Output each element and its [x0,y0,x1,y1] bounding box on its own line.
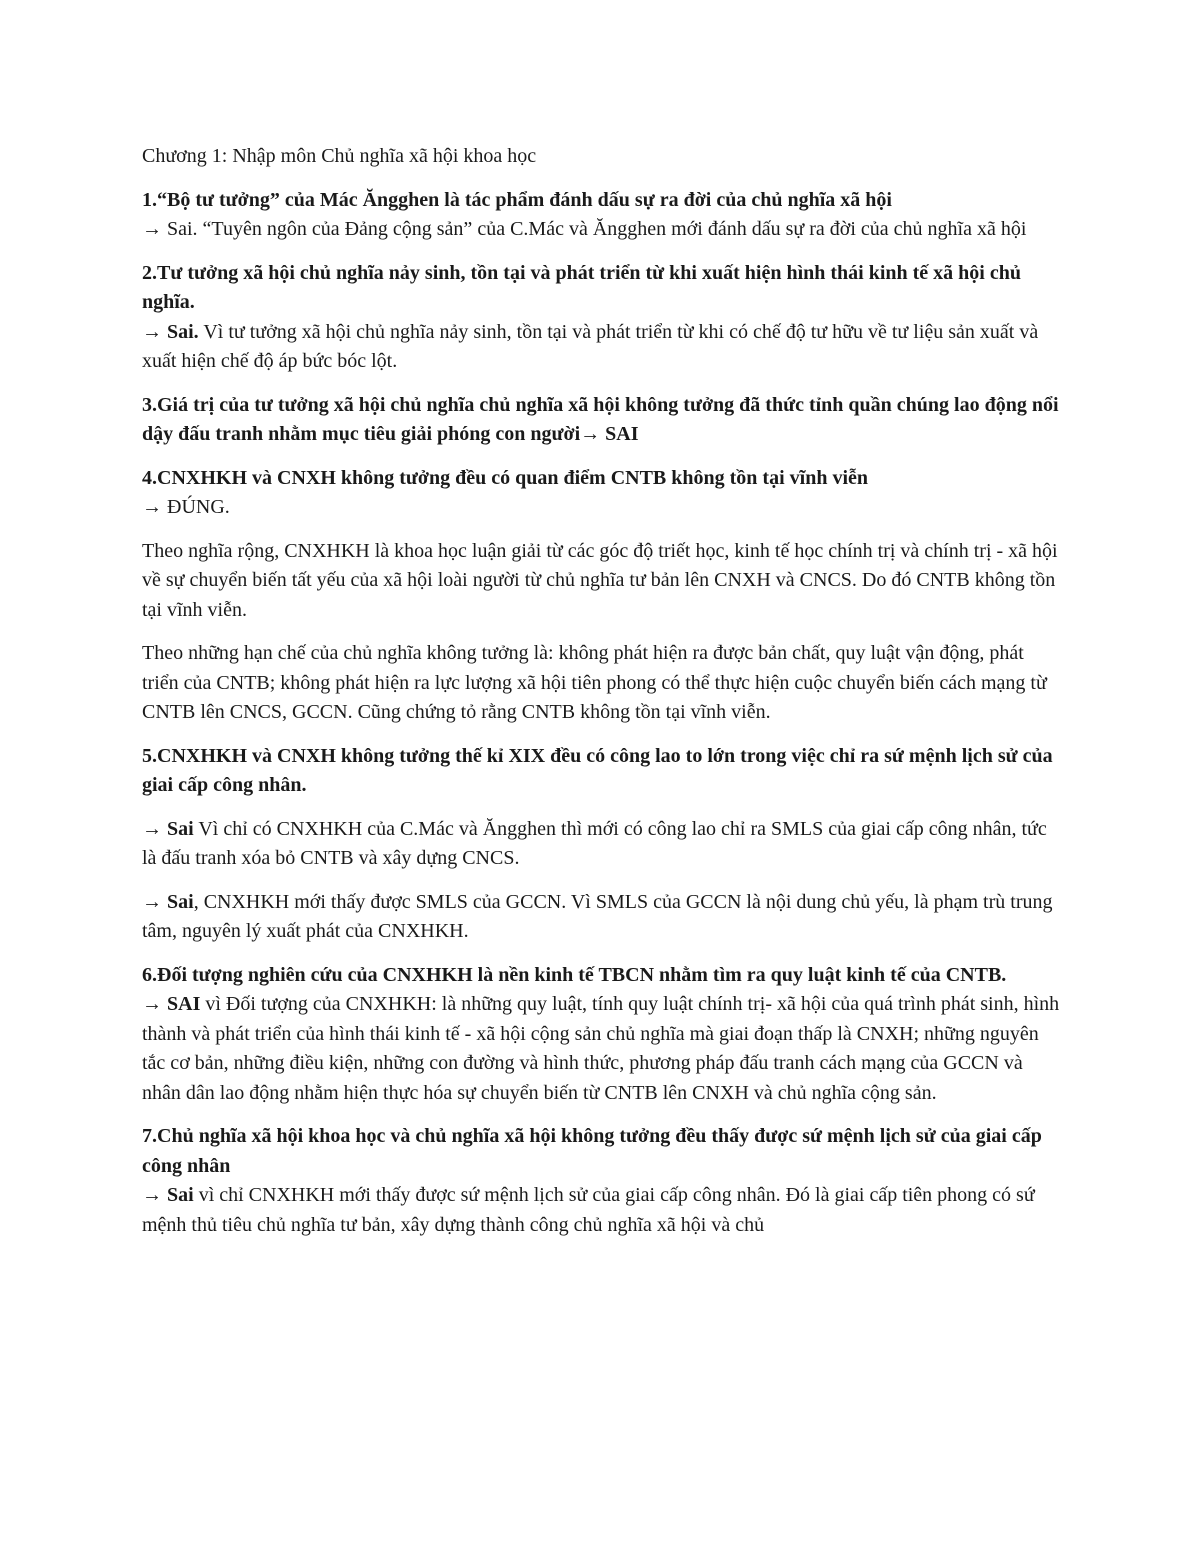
answer-6-text: vì Đối tượng của CNXHKH: là những quy luật, tính quy luật chính trị- xã hội của quá trình phát sinh, hình thành và phát triển của hình thái kinh tế - xã hội cộng sản chủ nghĩa mà giai đoạn thấp là CNXH; những nguyên tắc cơ bản, những điều kiện, những con đường và hình thức, phương pháp đấu tranh cách mạng của GCCN và nhân dân lao động nhằm hiện thực hóa sự chuyển biến từ CNTB lên CNXH và chủ nghĩa cộng sản. [142,993,1060,1104]
answer-5b [142,888,1060,947]
answer-1-text: → Sai. “Tuyên ngôn của Đảng cộng sản” của C.Mác và Ăngghen mới đánh dấu sự ra đời của chủ nghĩa xã hội [142,218,1027,240]
question-4-text: 4.CNXHKH và CNXH không tưởng đều có quan điểm CNTB không tồn tại vĩnh viễn [142,466,868,489]
question-2-text: 2.Tư tưởng xã hội chủ nghĩa nảy sinh, tồn tại và phát triển từ khi xuất hiện hình thái kinh tế xã hội chủ nghĩa. [142,261,1021,313]
answer-6 [142,990,1060,1108]
answer-6-lead: → SAI [142,993,201,1015]
answer-5a [142,815,1060,874]
answer-7 [142,1181,1060,1240]
answer-4-paragraph-1: Theo nghĩa rộng, CNXHKH là khoa học luận giải từ các góc độ triết học, kinh tế học chính trị và chính trị - xã hội về sự chuyển biến tất yếu của xã hội loài người từ chủ nghĩa tư bản lên CNXH và CNCS. Do đó CNTB không tồn tại vĩnh viễn. [142,539,1058,621]
answer-4-text: → ĐÚNG. [142,496,230,518]
question-1 [142,186,1060,245]
question-7-text: 7.Chủ nghĩa xã hội khoa học và chủ nghĩa xã hội không tưởng đều thấy được sứ mệnh lịch sử của giai cấp công nhân [142,1125,1042,1177]
chapter-title: Chương 1: Nhập môn Chủ nghĩa xã hội khoa học [142,145,537,167]
answer-5a-text: Vì chỉ có CNXHKH của C.Mác và Ăngghen thì mới có công lao chỉ ra SMLS của giai cấp công nhân, tức là đấu tranh xóa bỏ CNTB và xây dựng CNCS. [142,817,1047,869]
answer-2 [142,318,1060,377]
answer-4-paragraph-2: Theo những hạn chế của chủ nghĩa không tưởng là: không phát hiện ra được bản chất, quy luật vận động, phát triển của CNTB; không phát hiện ra lực lượng xã hội tiên phong có thể thực hiện cuộc chuyển biến cách mạng từ CNTB lên CNCS, GCCN. Cũng chứng tỏ rằng CNTB không tồn tại vĩnh viễn. [142,642,1047,723]
question-4 [142,464,1060,523]
answer-5a-lead: → Sai [142,817,194,840]
question-7 [142,1122,1060,1240]
answer-2-text: Vì tư tưởng xã hội chủ nghĩa nảy sinh, tồn tại và phát triển từ khi có chế độ tư hữu về tư liệu sản xuất và xuất hiện chế độ áp bức bóc lột. [142,320,1039,372]
answer-7-lead: → Sai [142,1184,194,1206]
question-6 [142,961,1060,1109]
question-3 [142,391,1060,450]
question-1-text: 1.“Bộ tư tưởng” của Mác Ăngghen là tác phẩm đánh dấu sự ra đời của chủ nghĩa xã hội [142,188,892,211]
answer-5b-text: , CNXHKH mới thấy được SMLS của GCCN. Vì SMLS của GCCN là nội dung chủ yếu, là phạm trù trung tâm, nguyên lý xuất phát của CNXHKH. [142,890,1053,942]
question-3-text: 3.Giá trị của tư tưởng xã hội chủ nghĩa chủ nghĩa xã hội không tưởng đã thức tỉnh quần chúng lao động nổi dậy đấu tranh nhằm mục tiêu giải phóng con người→ SAI [142,393,1059,445]
answer-7-text: vì chỉ CNXHKH mới thấy được sứ mệnh lịch sử của giai cấp công nhân. Đó là giai cấp tiên phong có sứ mệnh thủ tiêu chủ nghĩa tư bản, xây dựng thành công chủ nghĩa xã hội và chủ [142,1184,1035,1236]
question-5 [142,742,1060,801]
answer-2-lead: → Sai. [142,320,199,343]
question-2 [142,259,1060,377]
answer-5b-lead: → Sai [142,890,194,913]
question-6-text: 6.Đối tượng nghiên cứu của CNXHKH là nền kinh tế TBCN nhằm tìm ra quy luật kinh tế của CNTB. [142,963,1007,986]
question-5-text: 5.CNXHKH và CNXH không tưởng thế kỉ XIX đều có công lao to lớn trong việc chỉ ra sứ mệnh lịch sử của giai cấp công nhân. [142,744,1053,796]
